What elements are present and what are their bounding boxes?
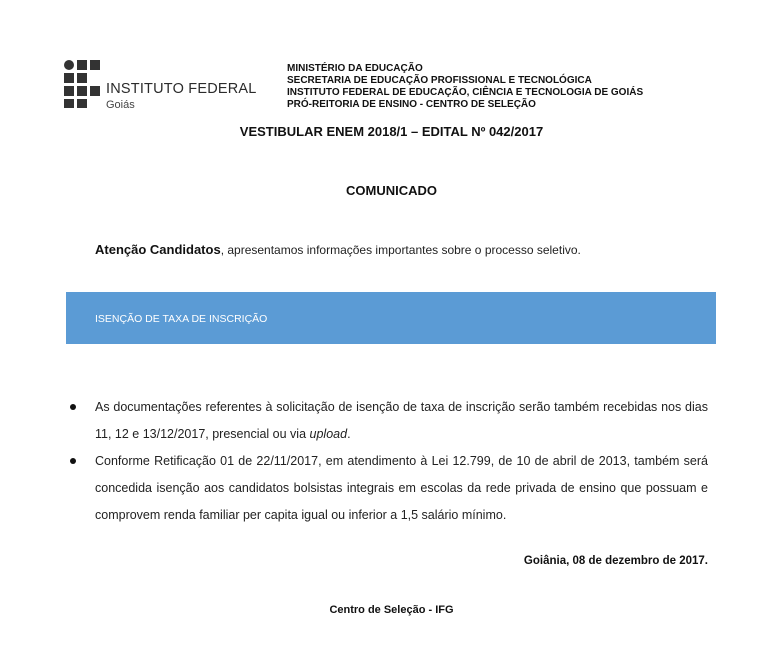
logo-title: INSTITUTO FEDERAL <box>106 81 257 97</box>
edital-title: VESTIBULAR ENEM 2018/1 – EDITAL Nº 042/2017 <box>239 124 544 139</box>
bullet-list <box>95 394 708 529</box>
institute-logo <box>64 60 264 112</box>
bullet-dot-icon <box>70 458 76 464</box>
document-heading: COMUNICADO <box>346 183 437 198</box>
department-line: PRÓ-REITORIA DE ENSINO - CENTRO DE SELEÇÃO <box>287 99 536 110</box>
attention-text: , apresentamos informações importantes sobre o processo seletivo. <box>220 243 581 257</box>
bullet-text-italic: upload <box>309 427 348 441</box>
institute-line: INSTITUTO FEDERAL DE EDUCAÇÃO, CIÊNCIA E TECNOLOGIA DE GOIÁS <box>287 87 644 98</box>
ministry-line: MINISTÉRIO DA EDUCAÇÃO <box>287 63 423 74</box>
attention-paragraph <box>95 242 581 257</box>
logo-subtitle: Goiás <box>106 99 135 111</box>
bullet-text: As documentações referentes à solicitação de isenção de taxa de inscrição serão também recebidas nos dias 11, 12 e 13/12/2017, presencial ou via <box>95 400 708 441</box>
bullet-dot-icon <box>70 404 76 410</box>
bullet-item <box>95 394 708 448</box>
signature: Centro de Seleção - IFG <box>329 604 454 616</box>
bullet-item <box>95 448 708 529</box>
secretariat-line: SECRETARIA DE EDUCAÇÃO PROFISSIONAL E TECNOLÓGICA <box>287 75 592 86</box>
section-title: ISENÇÃO DE TAXA DE INSCRIÇÃO <box>95 313 268 325</box>
attention-bold: Atenção Candidatos <box>95 242 221 257</box>
place-date: Goiânia, 08 de dezembro de 2017. <box>523 555 708 567</box>
section-banner <box>66 292 716 344</box>
bullet-text-end: . <box>347 427 351 441</box>
bullet-text: Conforme Retificação 01 de 22/11/2017, em atendimento à Lei 12.799, de 10 de abril de 2013, também será concedida isenção aos candidatos bolsistas integrais em escolas da rede privada de ensino que possuam e comprovem renda familiar per capita igual ou inferior a 1,5 salário mínimo. <box>95 454 708 522</box>
logo-grid-icon <box>64 60 100 108</box>
ministry-header <box>287 63 643 111</box>
